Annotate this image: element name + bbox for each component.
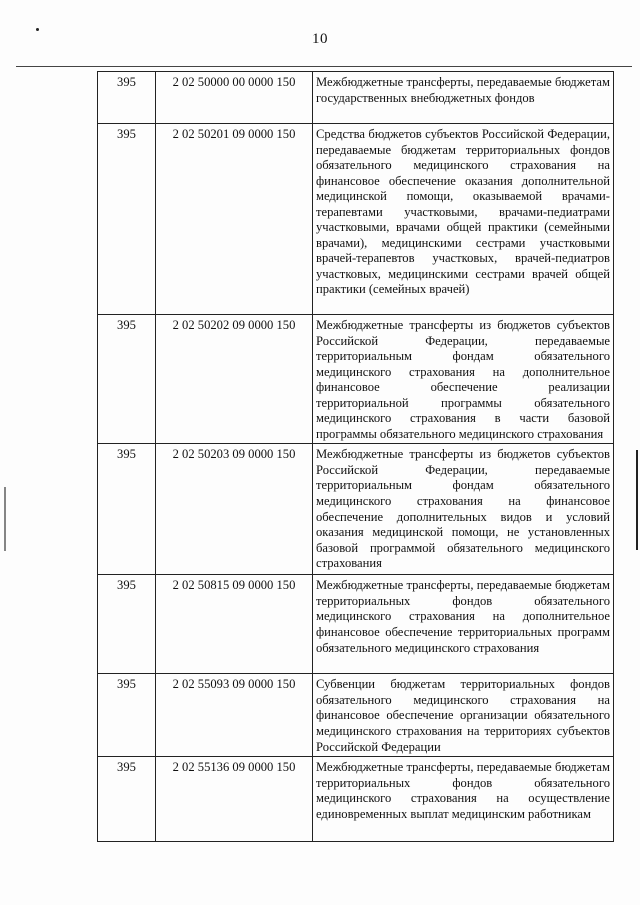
description-cell: Межбюджетные трансферты, передаваемые бюджетам территориальных фондов обязательного медицинского страхования на осуществление единовременных выплат медицинским работникам bbox=[313, 757, 614, 842]
table-row bbox=[98, 757, 614, 842]
table-row bbox=[98, 674, 614, 757]
budget-code-cell: 2 02 55093 09 0000 150 bbox=[156, 674, 313, 757]
admin-code-cell: 395 bbox=[98, 575, 156, 674]
description-cell: Межбюджетные трансферты, передаваемые бюджетам территориальных фондов обязательного медицинского страхования на дополнительное финансовое обеспечение территориальных программ обязательного медицинского страхования bbox=[313, 575, 614, 674]
description-cell: Субвенции бюджетам территориальных фондов обязательного медицинского страхования на финансовое обеспечение организации обязательного медицинского страхования на территориях субъектов Российской Федерации bbox=[313, 674, 614, 757]
budget-code-cell: 2 02 50201 09 0000 150 bbox=[156, 124, 313, 315]
admin-code-cell: 395 bbox=[98, 444, 156, 575]
description-cell: Межбюджетные трансферты из бюджетов субъектов Российской Федерации, передаваемые территориальным фондам обязательного медицинского страхования на финансовое обеспечение дополнительных видов и условий оказания медицинской помощи, не установленных базовой программой обязательного медицинского страхования bbox=[313, 444, 614, 575]
admin-code-cell: 395 bbox=[98, 674, 156, 757]
description-cell: Межбюджетные трансферты, передаваемые бюджетам государственных внебюджетных фондов bbox=[313, 72, 614, 124]
table-row bbox=[98, 72, 614, 124]
budget-code-cell: 2 02 50815 09 0000 150 bbox=[156, 575, 313, 674]
budget-code-cell: 2 02 50202 09 0000 150 bbox=[156, 315, 313, 444]
budget-code-cell: 2 02 55136 09 0000 150 bbox=[156, 757, 313, 842]
table-row bbox=[98, 124, 614, 315]
budget-code-cell: 2 02 50000 00 0000 150 bbox=[156, 72, 313, 124]
scan-edge-mark-right bbox=[636, 450, 638, 550]
admin-code-cell: 395 bbox=[98, 315, 156, 444]
scan-speck-top bbox=[36, 28, 39, 31]
admin-code-cell: 395 bbox=[98, 124, 156, 315]
page-number: 10 bbox=[312, 31, 328, 47]
header-rule bbox=[16, 66, 632, 67]
table-row bbox=[98, 575, 614, 674]
admin-code-cell: 395 bbox=[98, 72, 156, 124]
table-row bbox=[98, 444, 614, 575]
budget-codes-table bbox=[97, 71, 614, 842]
budget-code-cell: 2 02 50203 09 0000 150 bbox=[156, 444, 313, 575]
table-row bbox=[98, 315, 614, 444]
admin-code-cell: 395 bbox=[98, 757, 156, 842]
description-cell: Средства бюджетов субъектов Российской Федерации, передаваемые бюджетам территориальных фондов обязательного медицинского страхования на финансовое обеспечение оказания дополнительной медицинской помощи, оказываемой врачами-терапевтами участковыми, врачами-педиатрами участковыми, врачами общей практики (семейными врачами), медицинскими сестрами участковыми врачей-терапевтов участковых, врачей-педиатров участковых, медицинскими сестрами врачей общей практики (семейных врачей) bbox=[313, 124, 614, 315]
scan-edge-mark-left bbox=[4, 487, 6, 551]
description-cell: Межбюджетные трансферты из бюджетов субъектов Российской Федерации, передаваемые территориальным фондам обязательного медицинского страхования на дополнительное финансовое обеспечение реализации территориальной программы обязательного медицинского страхования в части базовой программы обязательного медицинского страхования bbox=[313, 315, 614, 444]
